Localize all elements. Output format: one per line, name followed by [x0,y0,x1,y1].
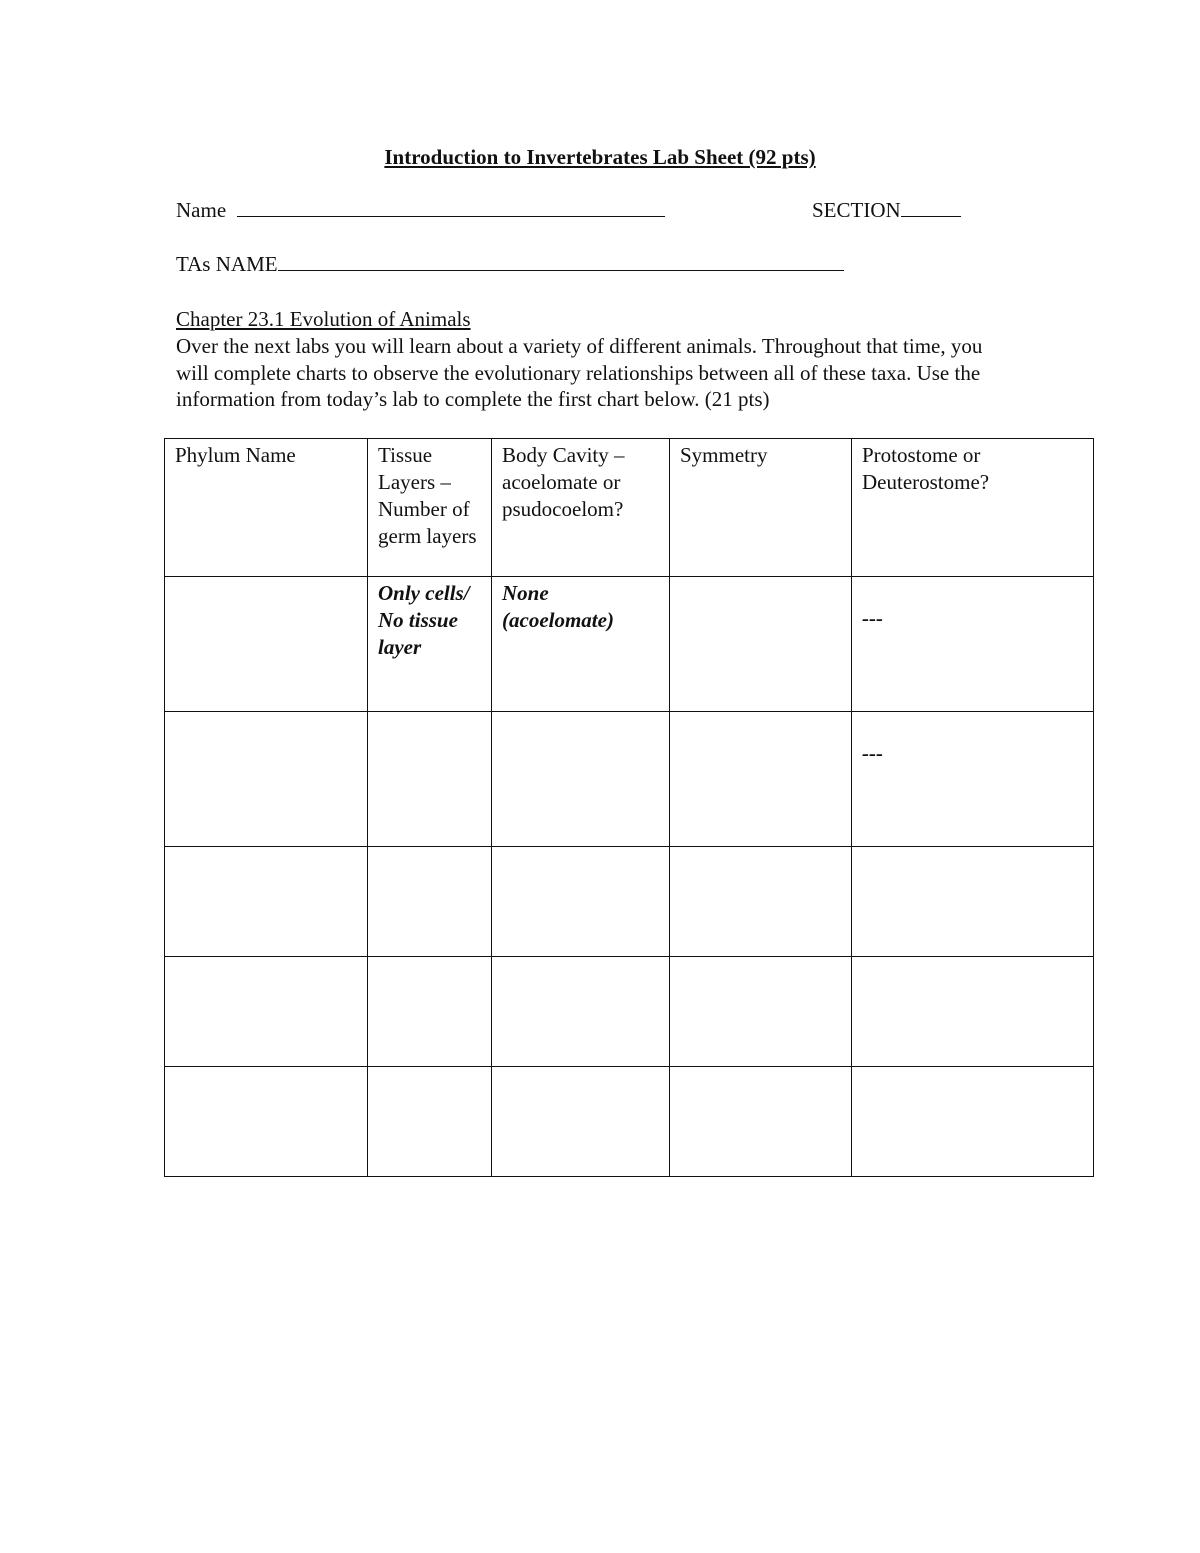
table-cell-phylum[interactable] [165,957,368,1067]
table-cell-body-cavity[interactable]: None (acoelomate) [492,577,670,712]
table-row [165,712,1094,847]
name-field[interactable] [237,197,665,217]
ta-name-row [176,251,844,277]
table-cell-phylum[interactable] [165,712,368,847]
table-row [165,1067,1094,1177]
document-title: Introduction to Invertebrates Lab Sheet (92 pts) [384,145,816,169]
header-symmetry: Symmetry [670,439,852,577]
header-protostome-deuterostome: Protostome or Deuterostome? [852,439,1094,577]
table-cell-tissue-layers[interactable]: Only cells/ No tissue layer [368,577,492,712]
table-cell-tissue-layers[interactable] [368,847,492,957]
evolution-chart-table [164,438,1094,1177]
table-row [165,957,1094,1067]
section-field[interactable] [901,197,961,217]
table-cell-protostome[interactable] [852,957,1094,1067]
section-label: SECTION [812,198,901,222]
table-cell-phylum[interactable] [165,1067,368,1177]
table-cell-body-cavity[interactable] [492,957,670,1067]
header-tissue-layers: Tissue Layers – Number of germ layers [368,439,492,577]
table-cell-symmetry[interactable] [670,577,852,712]
name-row [176,197,665,223]
table-row [165,577,1094,712]
table-cell-tissue-layers[interactable] [368,1067,492,1177]
table-cell-body-cavity[interactable] [492,847,670,957]
table-cell-symmetry[interactable] [670,1067,852,1177]
table-cell-tissue-layers[interactable] [368,712,492,847]
table-cell-symmetry[interactable] [670,957,852,1067]
table-cell-body-cavity[interactable] [492,712,670,847]
chapter-heading: Chapter 23.1 Evolution of Animals [176,307,471,331]
table-cell-phylum[interactable] [165,847,368,957]
table-cell-phylum[interactable] [165,577,368,712]
header-phylum-name: Phylum Name [165,439,368,577]
table-cell-symmetry[interactable] [670,847,852,957]
table-cell-protostome[interactable] [852,1067,1094,1177]
table-cell-protostome[interactable]: --- [852,712,1094,847]
name-label: Name [176,198,227,222]
instructions-text: Over the next labs you will learn about a variety of different animals. Throughout that time, you will complete charts to observe the evolutionary relationships between all of these taxa. Use the information from today’s lab to complete the first chart below. (21 pts) [176,334,983,411]
table-cell-symmetry[interactable] [670,712,852,847]
table-cell-protostome[interactable] [852,847,1094,957]
header-body-cavity: Body Cavity – acoelomate or psudocoelom? [492,439,670,577]
table-header-row [165,439,1094,577]
section-row [812,197,961,223]
table-cell-body-cavity[interactable] [492,1067,670,1177]
table-row [165,847,1094,957]
ta-name-field[interactable] [278,251,844,271]
table-cell-tissue-layers[interactable] [368,957,492,1067]
table-cell-protostome[interactable]: --- [852,577,1094,712]
ta-name-label: TAs NAME [176,252,278,276]
